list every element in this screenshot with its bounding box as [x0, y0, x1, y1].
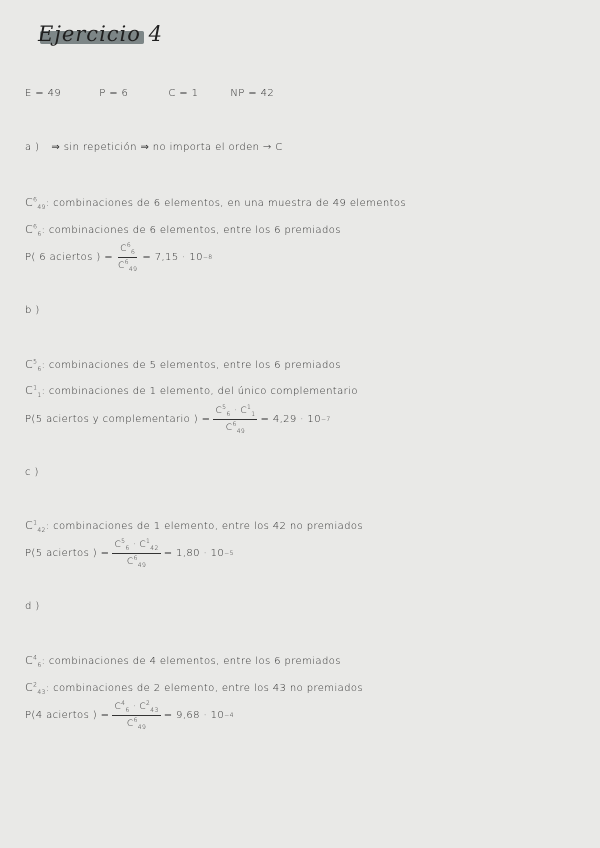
- given-e: E = 49: [25, 88, 62, 99]
- part-d-def1: [25, 654, 341, 669]
- part-d-label: d ): [25, 601, 40, 612]
- part-b-label-line: [25, 305, 40, 316]
- part-d-probability: [25, 700, 234, 731]
- title-block: [38, 22, 163, 52]
- part-b-p-left: P(5 aciertos y complementario ) =: [25, 413, 211, 425]
- part-b-p-right: = 4,29 · 10: [260, 413, 321, 425]
- part-b-def2-text: : combinaciones de 1 elemento, del único complementario: [41, 386, 358, 398]
- comb-symbol: $C^4_6$: [25, 654, 42, 670]
- part-a-exp: −8: [202, 253, 213, 261]
- comb-symbol: $C^2_{43}$: [25, 681, 46, 697]
- part-a-p-left: P( 6 aciertos ) =: [25, 251, 114, 263]
- part-b-def1-text: : combinaciones de 5 elementos, entre los 6 premiados: [41, 360, 341, 372]
- part-a-def1-text: : combinaciones de 6 elementos, en una muestra de 49 elementos: [45, 198, 407, 210]
- part-c-p-left: P(5 aciertos ) =: [25, 547, 110, 559]
- part-b-def2: [25, 384, 358, 399]
- part-a-reasoning: ⇒ sin repetición ⇒ no importa el orden → C: [51, 142, 283, 153]
- given-c: C = 1: [168, 88, 199, 99]
- fraction: $\frac{C^4_6 \cdot C^2_{43}}{C^6_{49}}$: [114, 700, 159, 731]
- comb-symbol: $C^6_6$: [25, 223, 42, 239]
- part-a-def1: [25, 196, 406, 211]
- part-d-def2-text: : combinaciones de 2 elemento, entre los 43 no premiados: [45, 683, 364, 695]
- part-d-p-right: = 9,68 · 10: [163, 709, 225, 721]
- part-b-def1: [25, 358, 341, 373]
- part-c-label-line: [25, 467, 39, 478]
- part-d-def1-text: : combinaciones de 4 elementos, entre los 6 premiados: [41, 656, 341, 668]
- part-b-label: b ): [25, 305, 40, 316]
- page-title: Ejercicio 4: [38, 22, 163, 46]
- part-c-exp: −5: [224, 549, 234, 557]
- part-c-label: c ): [25, 467, 39, 478]
- comb-symbol: $C^6_{49}$: [25, 196, 46, 212]
- part-a-def2: [25, 223, 341, 238]
- part-a-probability: [25, 242, 213, 273]
- part-a-p-right: = 7,15 · 10: [142, 251, 203, 263]
- part-d-exp: −4: [224, 711, 234, 719]
- comb-symbol: $C^1_1$: [25, 384, 42, 400]
- fraction: $\frac{C^6_6}{C^6_{49}}$: [118, 242, 138, 273]
- part-c-p-right: = 1,80 · 10: [163, 547, 225, 559]
- part-d-label-line: [25, 601, 40, 612]
- part-b-exp: −7: [320, 415, 331, 423]
- given-p: P = 6: [99, 88, 129, 99]
- fraction: $\frac{C^5_6 \cdot C^1_{42}}{C^6_{49}}$: [114, 538, 159, 569]
- fraction: $\frac{C^5_6 \cdot C^1_1}{C^6_{49}}$: [215, 404, 256, 435]
- given-np: NP = 42: [230, 88, 275, 99]
- part-d-p-left: P(4 aciertos ) =: [25, 709, 110, 721]
- part-a-def2-text: : combinaciones de 6 elementos, entre los 6 premiados: [41, 225, 341, 237]
- part-a-label: a ): [25, 142, 40, 153]
- part-c-def1-text: : combinaciones de 1 elemento, entre los 42 no premiados: [45, 521, 364, 533]
- comb-symbol: $C^1_{42}$: [25, 519, 46, 535]
- part-c-def1: [25, 519, 363, 534]
- part-a-intro: [25, 142, 283, 153]
- givens-line: [25, 88, 274, 99]
- part-b-probability: [25, 404, 331, 435]
- comb-symbol: $C^5_6$: [25, 358, 42, 374]
- part-d-def2: [25, 681, 363, 696]
- part-c-probability: [25, 538, 234, 569]
